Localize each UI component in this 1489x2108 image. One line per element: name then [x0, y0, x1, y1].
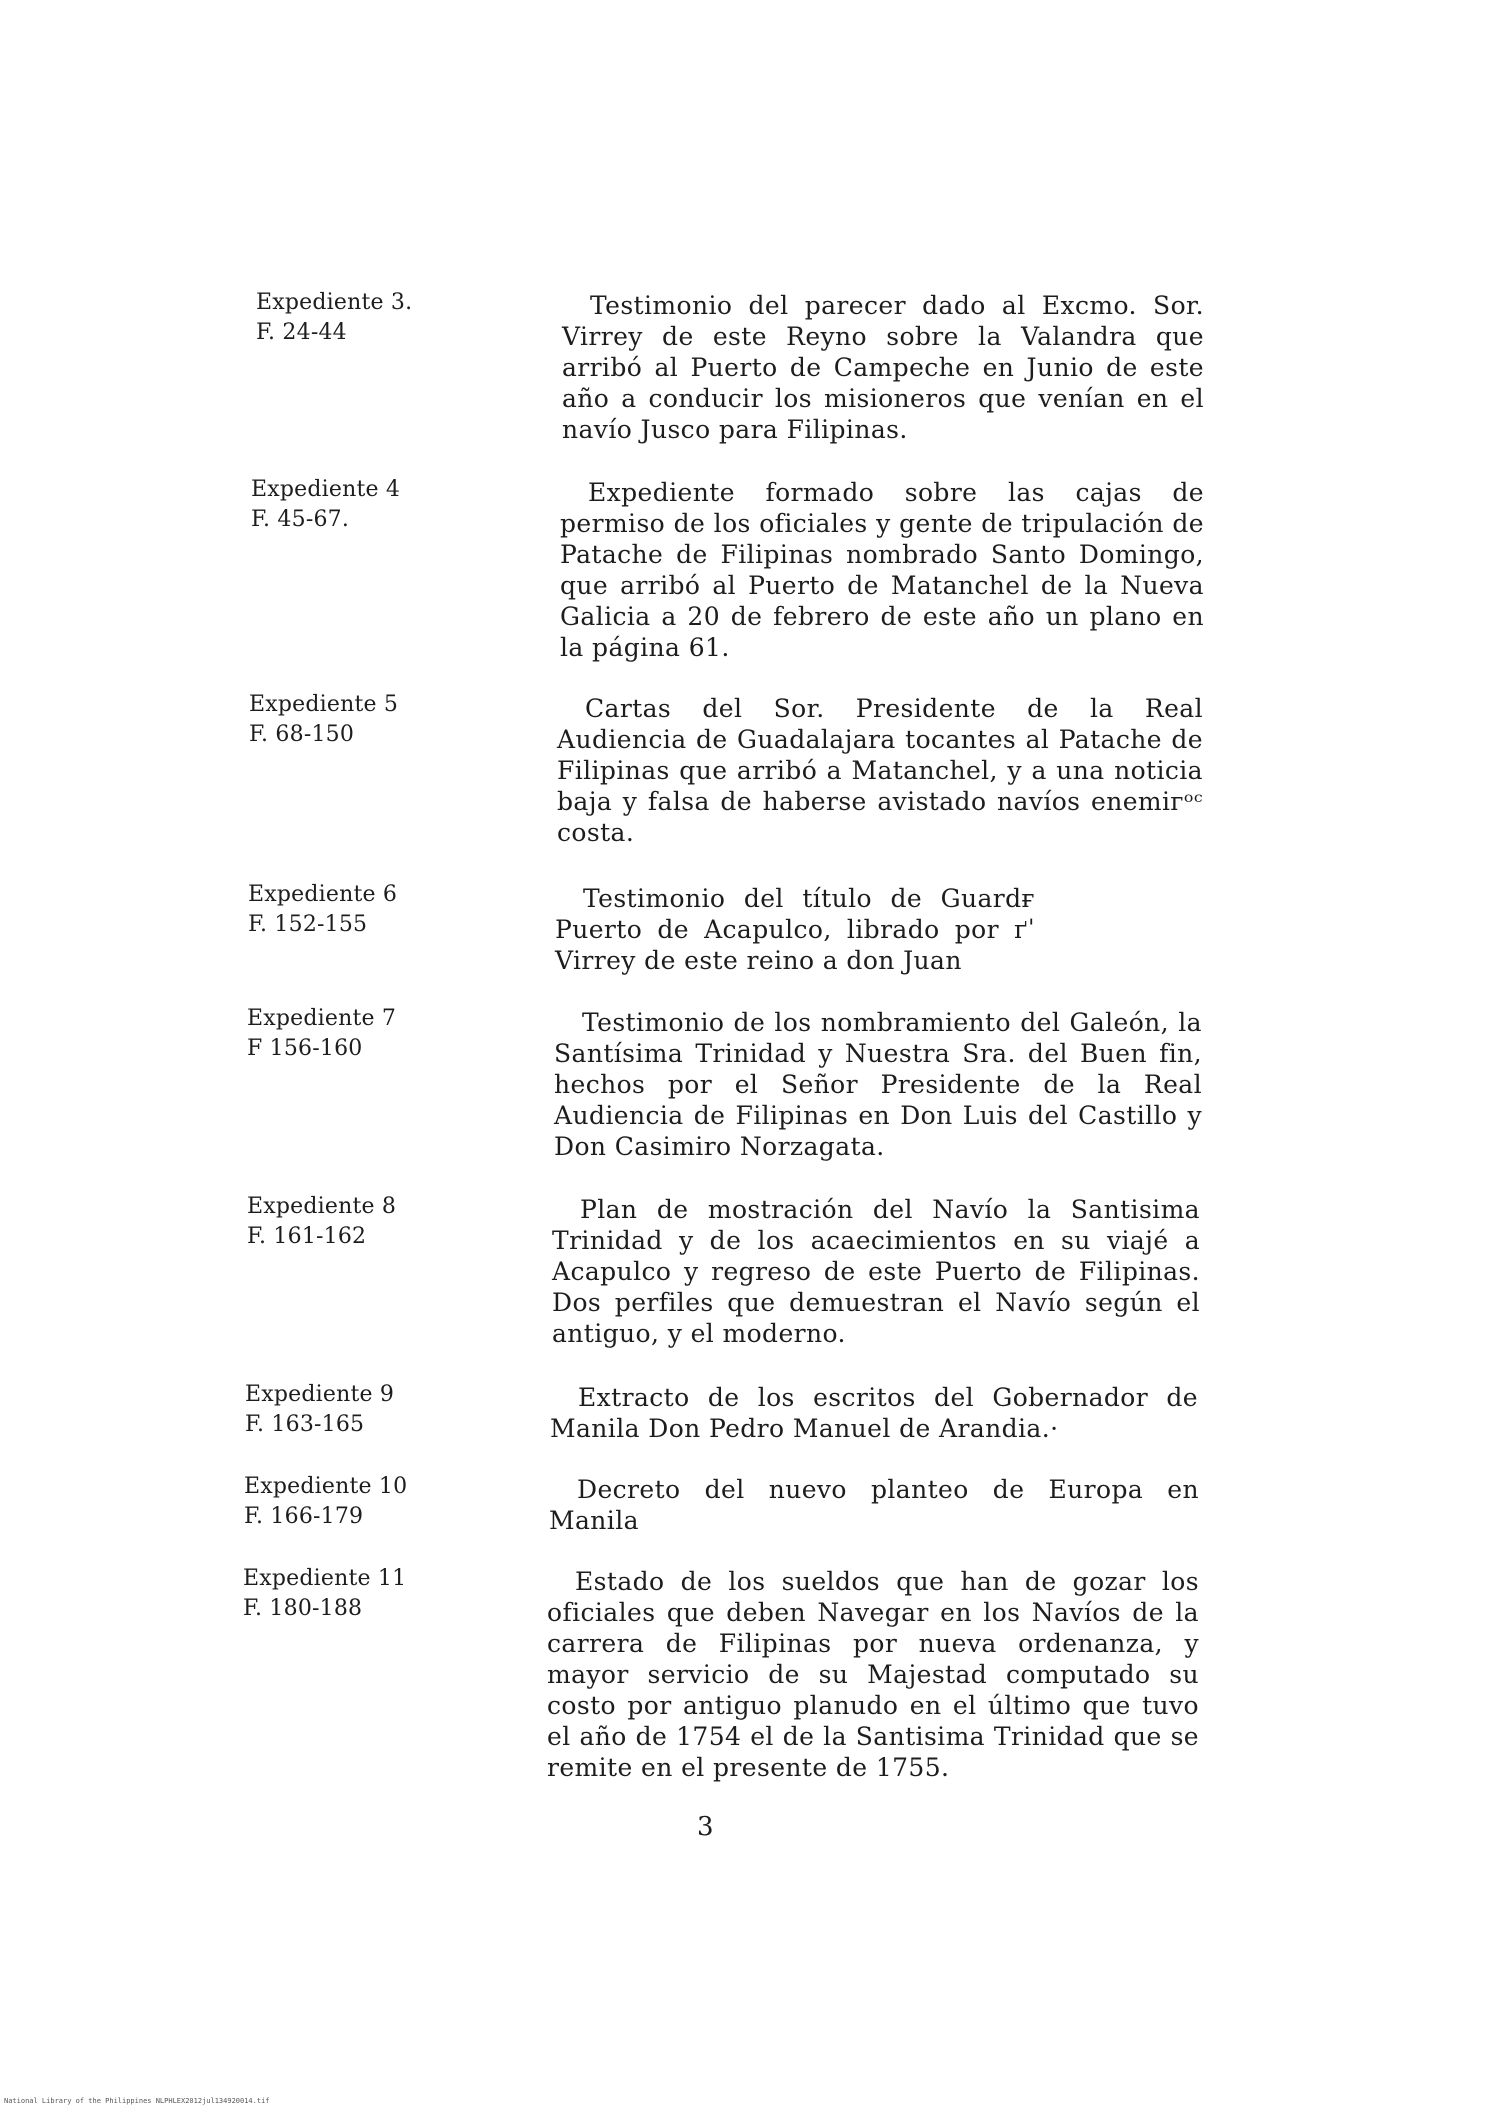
- entry-label-block: [244, 1472, 407, 1532]
- expediente-label: Expediente 5: [249, 692, 399, 717]
- entry-label-block: [245, 1380, 394, 1440]
- entry-label-block: [247, 1004, 396, 1064]
- entry-label-block: [248, 880, 397, 940]
- entry-description: Testimonio de los nombramiento del Galeón, la Santísima Trinidad y Nuestra Sra. del Buen fin, hechos por el Señor Presidente de la Real Audiencia de Filipinas en Don Luis del Castillo y Don Casimiro Norzagata.: [554, 1008, 1202, 1161]
- folio-label: F. 166-179: [244, 1504, 364, 1529]
- folio-label: F. 180-188: [243, 1596, 363, 1621]
- expediente-label: Expediente 4: [251, 477, 401, 502]
- entry-label-block: [256, 288, 412, 348]
- folio-label: F. 45-67.: [251, 507, 350, 532]
- entry-description: Plan de mostración del Navío la Santisima Trinidad y de los acaecimientos en su viajé a Acapulco y regreso de este Puerto de Filipinas. Dos perfiles que demuestran el Navío según el antiguo, y el moderno.: [552, 1195, 1200, 1348]
- page-number: 3: [697, 1812, 714, 1842]
- folio-label: F. 24-44: [256, 320, 347, 345]
- entry-description: Estado de los sueldos que han de gozar los oficiales que deben Navegar en los Navíos de la carrera de Filipinas por nueva ordenanza, y mayor servicio de su Majestad computado su costo por antiguo planudo en el último que tuvo el año de 1754 el de la Santisima Trinidad que se remite en el presente de 1755.: [547, 1567, 1199, 1782]
- expediente-label: Expediente 9: [245, 1382, 395, 1407]
- expediente-label: Expediente 6: [248, 882, 398, 907]
- entry-description: Expediente formado sobre las cajas de permiso de los oficiales y gente de tripulación de Patache de Filipinas nombrado Santo Domingo, que arribó al Puerto de Matanchel de la Nueva Galicia a 20 de febrero de este año un plano en la página 61.: [560, 478, 1204, 662]
- entry-description: Decreto del nuevo planteo de Europa en Manila: [549, 1475, 1199, 1535]
- expediente-label: Expediente 3.: [256, 290, 413, 315]
- entry-description: Testimonio del título de Guardғ Puerto de Acapulco, librado por ґˈ Virrey de este reino a don Juan: [555, 884, 1035, 975]
- scan-footer: National Library of the Philippines NLPHLEX2012jul134920014.tif: [4, 2097, 270, 2105]
- entry-label-block: [243, 1564, 406, 1624]
- expediente-label: Expediente 10: [244, 1474, 408, 1499]
- folio-label: F. 163-165: [245, 1412, 365, 1437]
- expediente-label: Expediente 8: [247, 1194, 397, 1219]
- folio-label: F. 161-162: [247, 1224, 367, 1249]
- entry-label-block: [247, 1192, 396, 1252]
- entry-description: Testimonio del parecer dado al Excmo. Sor. Virrey de este Reyno sobre la Valandra que arribó al Puerto de Campeche en Junio de este año a conducir los misioneros que venían en el navío Jusco para Filipinas.: [562, 291, 1204, 444]
- folio-label: F 156-160: [247, 1036, 363, 1061]
- entry-label-block: [249, 690, 398, 750]
- entry-description: Extracto de los escritos del Gobernador de Manila Don Pedro Manuel de Arandia.·: [550, 1383, 1198, 1443]
- expediente-label: Expediente 7: [247, 1006, 397, 1031]
- entry-label-block: [251, 475, 400, 535]
- folio-label: F. 152-155: [248, 912, 368, 937]
- folio-label: F. 68-150: [249, 722, 355, 747]
- expediente-label: Expediente 11: [243, 1566, 407, 1591]
- entry-description: Cartas del Sor. Presidente de la Real Audiencia de Guadalajara tocantes al Patache de Filipinas que arribó a Matanchel, y a una noticia baja y falsa de haberse avistado navíos enemiгᵒᶜ costa.: [557, 694, 1203, 847]
